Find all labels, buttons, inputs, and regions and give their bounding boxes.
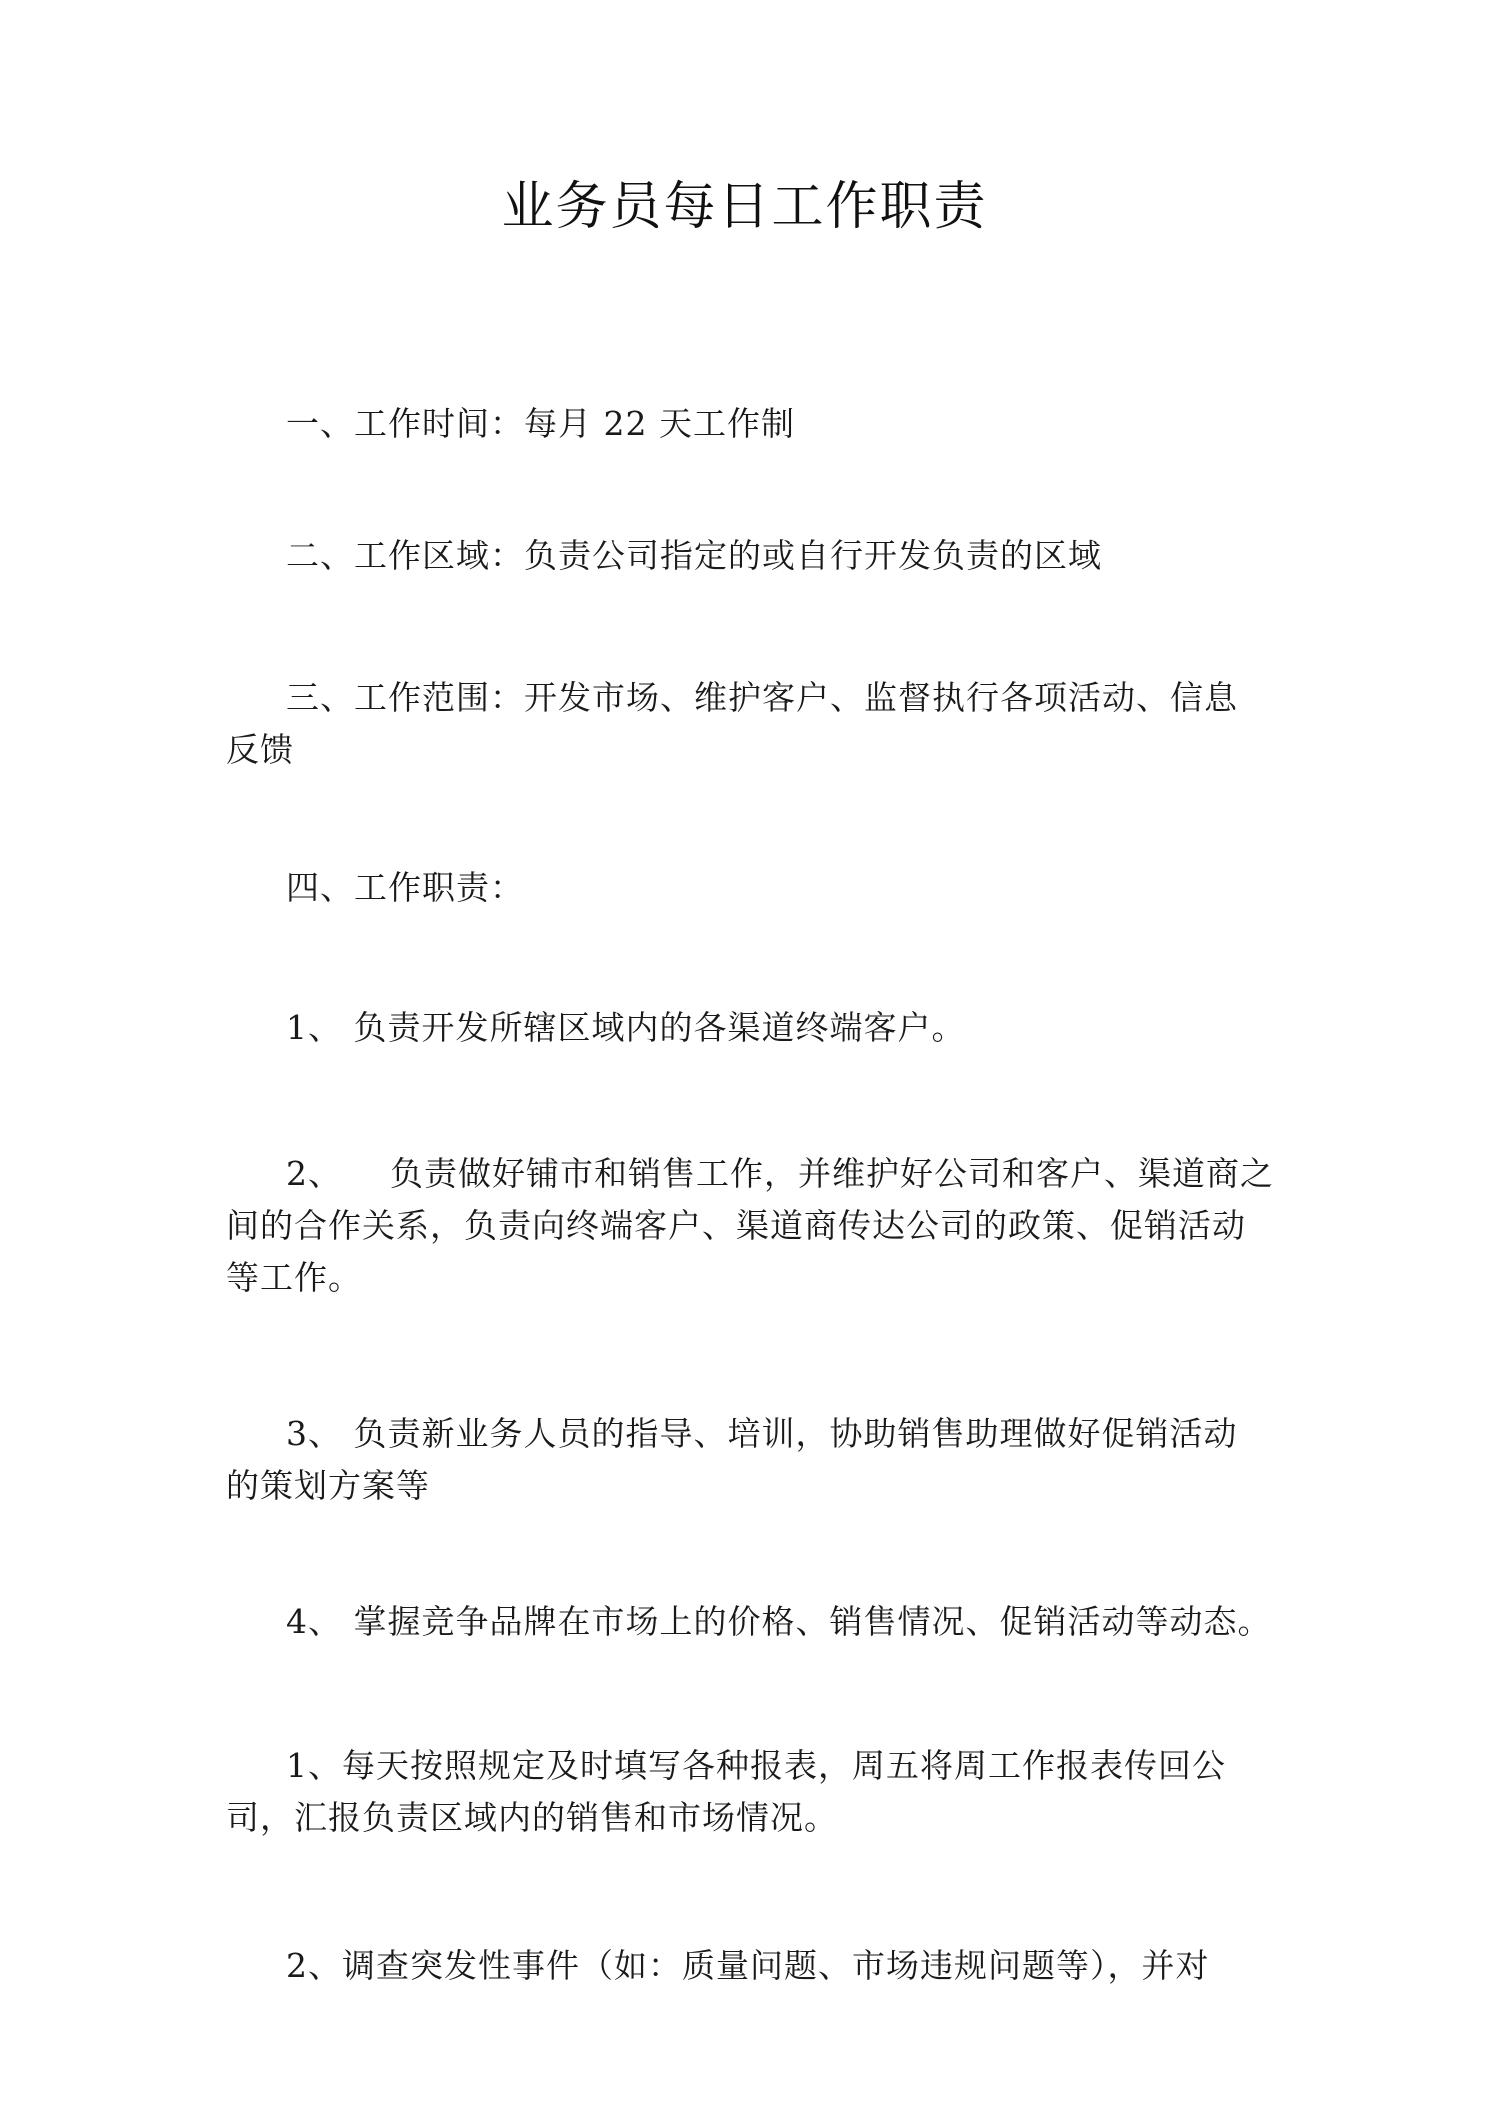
paragraph-line: 三、工作范围：开发市场、维护客户、监督执行各项活动、信息 [286,678,1238,717]
paragraph-line: 司，汇报负责区域内的销售和市场情况。 [226,1798,838,1837]
duty-item-1 [226,1002,1306,1054]
paragraph-line: 一、工作时间：每月 22 天工作制 [286,404,795,443]
paragraph-work-area [226,530,1306,582]
paragraph-line: 二、工作区域：负责公司指定的或自行开发负责的区域 [286,536,1102,575]
paragraph-line: 2、调查突发性事件（如：质量问题、市场违规问题等），并对 [286,1946,1210,1985]
paragraph-line: 负责做好铺市和销售工作，并维护好公司和客户、渠道商之 [390,1154,1274,1193]
paragraph-line: 等工作。 [226,1258,362,1297]
duty-item-3 [226,1408,1306,1512]
duty-item-4 [226,1596,1306,1648]
paragraph-work-time [226,398,1306,450]
paragraph-line: 1、 负责开发所辖区域内的各渠道终端客户。 [286,1008,966,1047]
paragraph-line: 间的合作关系，负责向终端客户、渠道商传达公司的政策、促销活动 [226,1206,1246,1245]
paragraph-line: 四、工作职责： [286,868,524,907]
paragraph-line: 3、 负责新业务人员的指导、培训，协助销售助理做好促销活动 [286,1414,1238,1453]
document-title: 业务员每日工作职责 [501,177,988,237]
paragraph-line: 1、每天按照规定及时填写各种报表，周五将周工作报表传回公 [286,1746,1226,1785]
paragraph-line: 的策划方案等 [226,1466,430,1505]
item-number: 2、 [286,1154,342,1193]
duty-item-2 [226,1148,1306,1304]
paragraph-work-scope [226,672,1306,776]
report-item-2 [226,1940,1306,1992]
paragraph-line: 反馈 [226,730,294,769]
paragraph-line: 4、 掌握竞争品牌在市场上的价格、销售情况、促销活动等动态。 [286,1602,1272,1641]
paragraph-duties-heading [226,862,1306,914]
report-item-1 [226,1740,1306,1844]
